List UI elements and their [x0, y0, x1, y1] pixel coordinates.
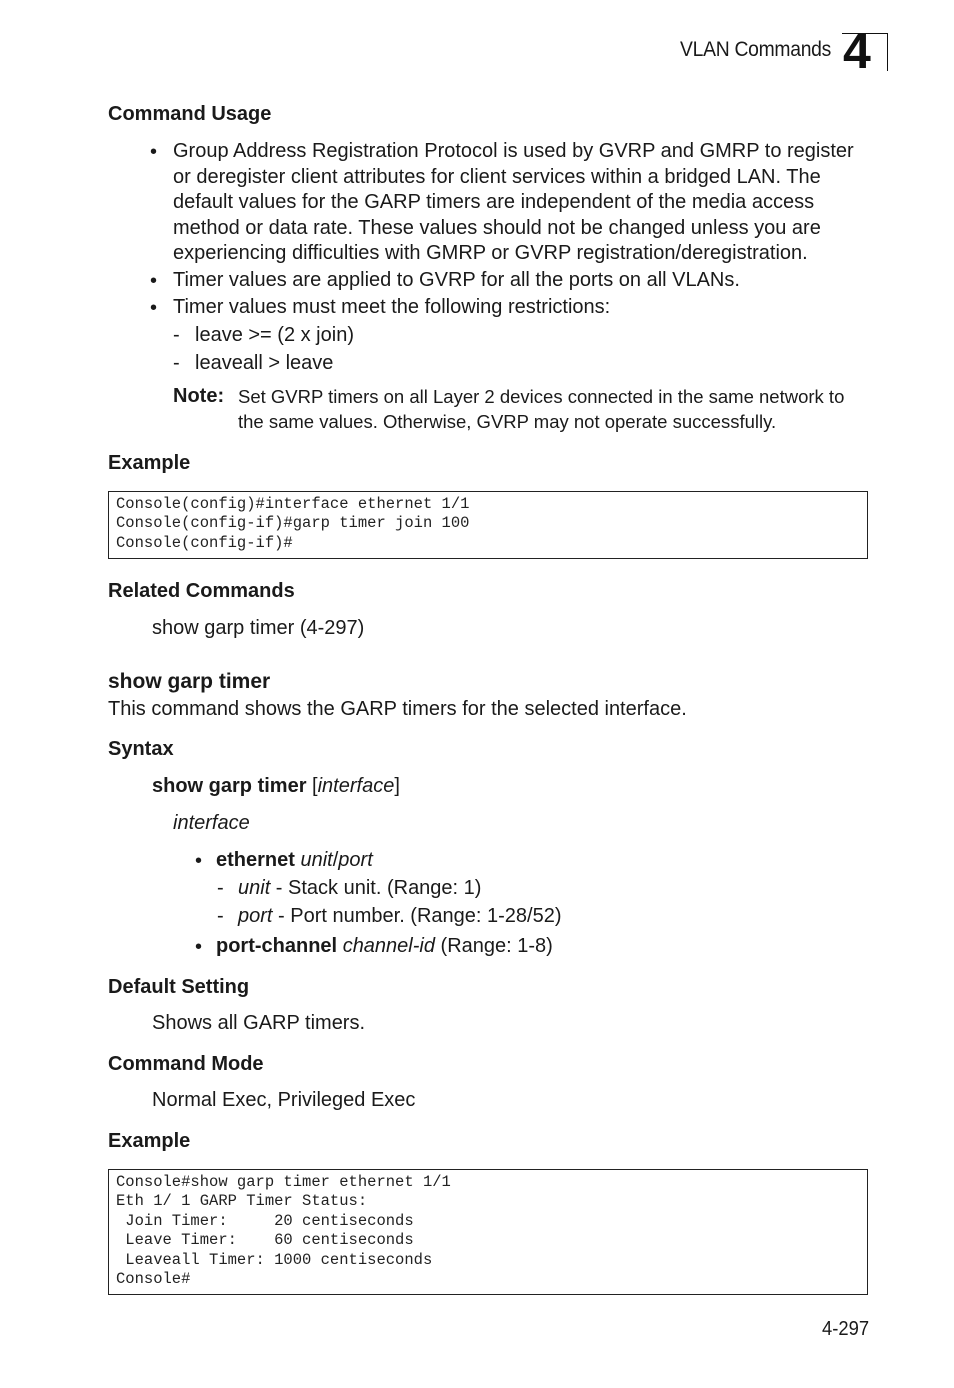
restriction-2: leaveall > leave	[195, 352, 334, 374]
related-command-link[interactable]: show garp timer (4-297)	[152, 617, 365, 639]
command-usage-heading: Command Usage	[108, 103, 272, 125]
dash-1: -	[173, 324, 180, 346]
option-ethernet: ethernet unit/port	[216, 849, 373, 871]
restriction-1: leave >= (2 x join)	[195, 324, 354, 346]
dash-unit: -	[217, 877, 224, 899]
usage-paragraph-2: Timer values are applied to GVRP for all the ports on all VLANs.	[173, 269, 740, 291]
usage-paragraph-1: Group Address Registration Protocol is used by GVRP and GMRP to register or deregister client attributes for client services within a bridged LAN. The default values for the GARP timers are independent of the media access method or data rate. These values should not be changed unless you are experiencing difficulties with GMRP or GVRP registration/deregistration.	[173, 140, 854, 264]
option-port-channel: port-channel channel-id (Range: 1-8)	[216, 935, 553, 957]
code-block-2: Console#show garp timer ethernet 1/1 Eth 1/ 1 GARP Timer Status: Join Timer: 20 centiseconds Leave Timer: 60 centiseconds Leaveall Timer: 1000 centiseconds Console#	[108, 1169, 868, 1295]
command-title: show garp timer	[108, 670, 271, 693]
example-heading-2: Example	[108, 1130, 191, 1152]
example-heading-1: Example	[108, 452, 191, 474]
bullet-port-channel: •	[195, 936, 203, 958]
related-commands-heading: Related Commands	[108, 580, 295, 602]
default-setting-heading: Default Setting	[108, 976, 250, 998]
note-label: Note:	[173, 385, 225, 407]
usage-paragraph-3: Timer values must meet the following restrictions:	[173, 296, 611, 318]
command-mode-text: Normal Exec, Privileged Exec	[152, 1089, 416, 1111]
command-description: This command shows the GARP timers for the selected interface.	[108, 698, 687, 720]
bullet-2: •	[150, 270, 158, 292]
syntax-heading: Syntax	[108, 738, 174, 760]
bullet-ethernet: •	[195, 850, 203, 872]
option-unit: unit - Stack unit. (Range: 1)	[238, 877, 482, 899]
running-header: VLAN Commands	[680, 38, 832, 61]
note-text: Set GVRP timers on all Layer 2 devices connected in the same network to the same values. Otherwise, GVRP may not operate successfully.	[238, 386, 845, 432]
syntax-command: show garp timer [interface]	[152, 775, 400, 797]
bullet-3: •	[150, 297, 158, 319]
command-mode-heading: Command Mode	[108, 1053, 264, 1075]
dash-port: -	[217, 905, 224, 927]
bullet-1: •	[150, 141, 158, 163]
chapter-number: 4	[843, 23, 871, 79]
syntax-parameter: interface	[173, 812, 250, 834]
default-setting-text: Shows all GARP timers.	[152, 1012, 366, 1034]
page-number: 4-297	[822, 1318, 870, 1340]
code-block-1: Console(config)#interface ethernet 1/1 Console(config-if)#garp timer join 100 Console(config-if)#	[108, 491, 868, 559]
dash-2: -	[173, 352, 180, 374]
option-port: port - Port number. (Range: 1-28/52)	[238, 905, 562, 927]
